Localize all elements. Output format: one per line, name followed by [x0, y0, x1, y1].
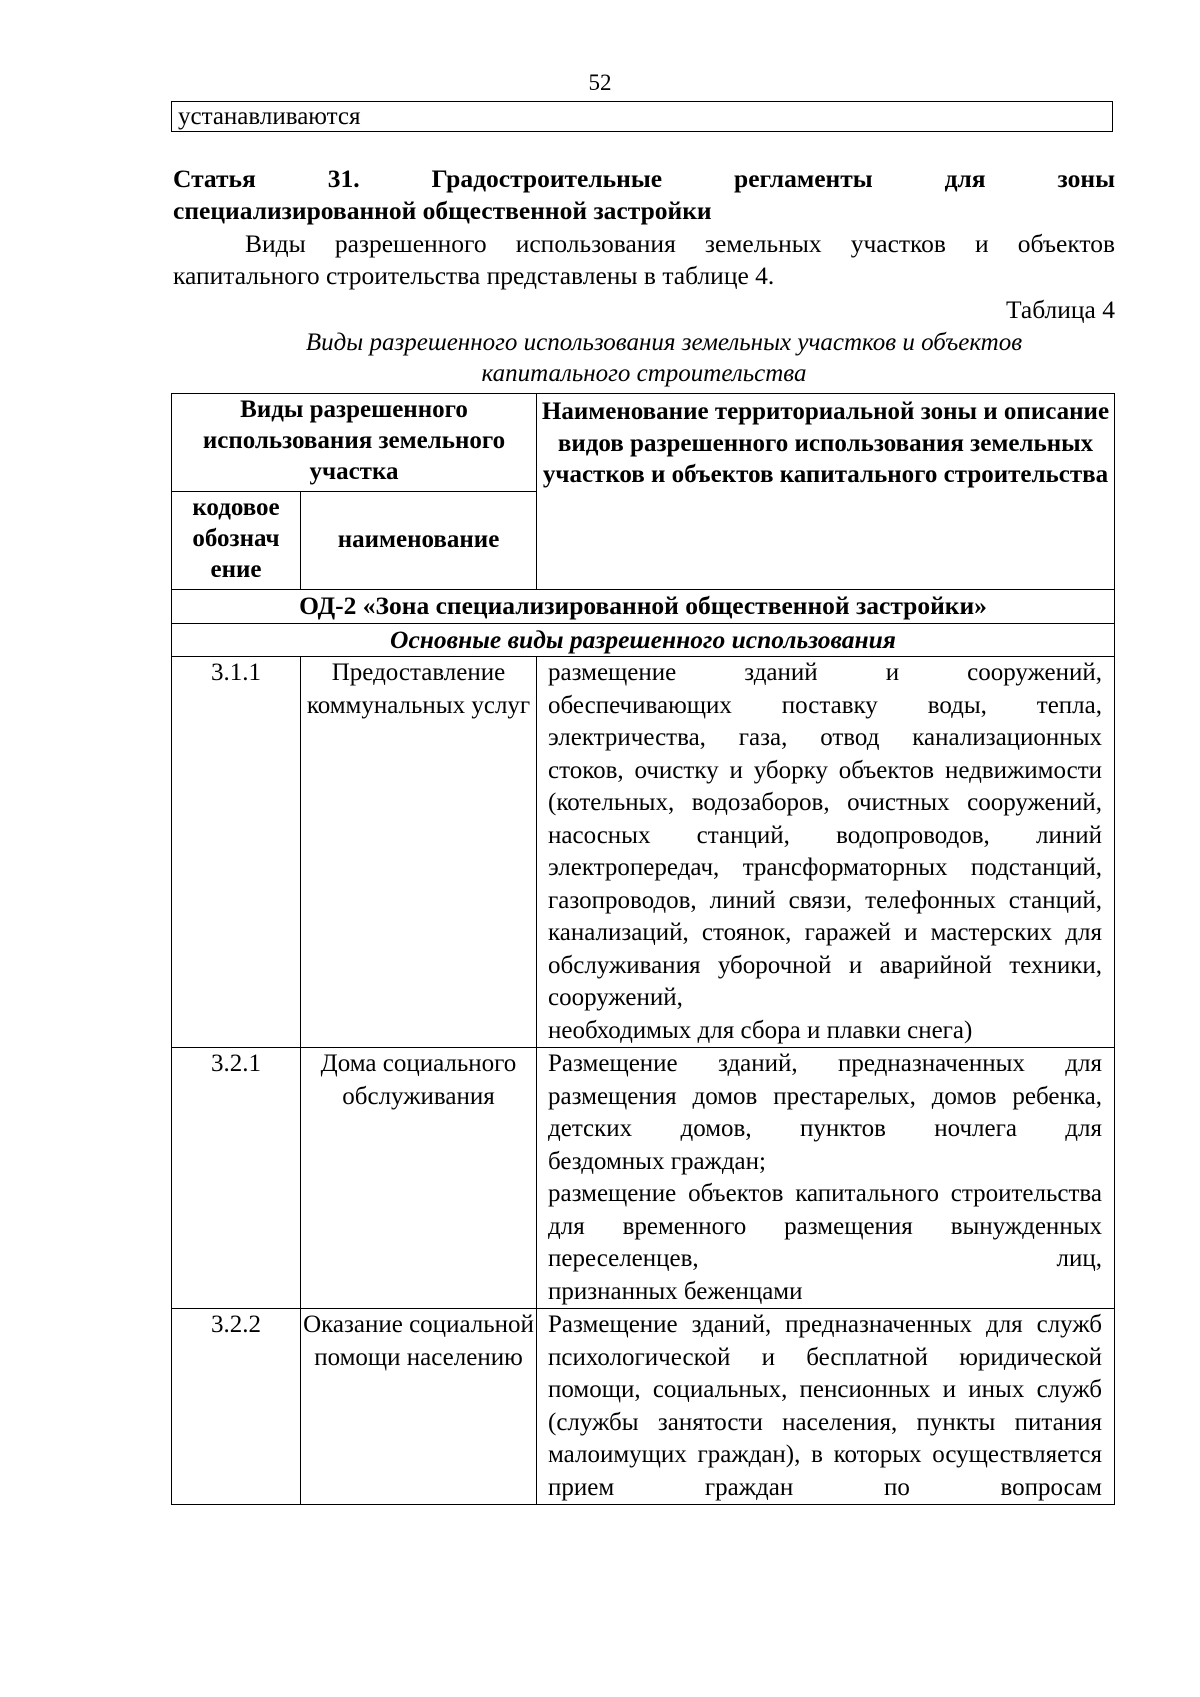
table-row: [172, 1309, 1115, 1505]
desc-text-last: признанных беженцами: [548, 1277, 803, 1305]
heading-word: для: [944, 164, 986, 193]
desc-text-last: необходимых для сбора и плавки снега): [548, 1016, 973, 1044]
desc-text: размещение объектов капитального строительства для временного размещения вынужденных переселенцев, лиц,: [548, 1180, 1102, 1272]
name-cell: Предоставление коммунальных услуг: [301, 657, 537, 1048]
article-heading-line2: специализированной общественной застройки: [173, 196, 712, 225]
desc-cell: [537, 657, 1115, 1048]
caption-line1: Виды разрешенного использования земельных участков и объектов: [305, 329, 1023, 356]
section-title-row: [172, 623, 1115, 657]
header-desc-text: Наименование территориальной зоны и описание видов разрешенного использования земельных участков и объектов капитального строительства: [541, 398, 1110, 488]
article-heading: [173, 163, 1115, 227]
heading-word: 31.: [327, 164, 360, 193]
code-cell: 3.2.1: [172, 1048, 301, 1309]
table-label: Таблица 4: [1005, 295, 1115, 324]
zone-title-row: [172, 590, 1115, 624]
code-cell: 3.1.1: [172, 657, 301, 1048]
table-row: [172, 1048, 1115, 1309]
desc-text: Размещение зданий, предназначенных для служб психологической и бесплатной юридической помощи, социальных, пенсионных и иных служб (службы занятости населения, пункты питания малоимущих граждан), в которых осуществляется прием граждан по вопросам: [548, 1311, 1102, 1501]
name-cell: Дома социального обслуживания: [301, 1048, 537, 1309]
intro-paragraph: Виды разрешенного использования земельных участков и объектов капитального строительства представлены в таблице 4.: [173, 229, 1115, 290]
header-name-text: наименование: [337, 526, 500, 554]
desc-cell: [537, 1309, 1115, 1505]
table-row: [172, 657, 1115, 1048]
page-number: 52: [588, 70, 612, 95]
header-desc-cell: [537, 394, 1115, 590]
header-code-text: кодовое обознач ение: [192, 494, 280, 583]
section-title: Основные виды разрешенного использования: [390, 624, 896, 654]
caption-line2: капитального строительства: [481, 360, 807, 387]
zone-title: ОД-2 «Зона специализированной общественной застройки»: [299, 591, 987, 620]
continuation-text: устанавливаются: [178, 103, 361, 130]
heading-word: регламенты: [734, 164, 873, 193]
header-name-cell: [301, 492, 537, 590]
desc-text: размещение зданий и сооружений, обеспечивающих поставку воды, тепла, электричества, газа, отвод канализационных стоков, очистку и уборку объектов недвижимости (котельных, водозаборов, очистных сооружений, насосных станций, водопроводов, линий электропередач, трансформаторных подстанций, газопроводов, линий связи, телефонных станций, канализаций, стоянок, гаражей и мастерских для обслуживания уборочной и аварийной техники, сооружений,: [548, 659, 1102, 1011]
heading-word: Статья: [173, 164, 256, 193]
desc-cell: [537, 1048, 1115, 1309]
table-continuation-cell: [171, 101, 1113, 132]
heading-word: зоны: [1057, 164, 1115, 193]
name-cell: Оказание социальной помощи населению: [301, 1309, 537, 1505]
desc-text: Размещение зданий, предназначенных для размещения домов престарелых, домов ребенка, детских домов, пунктов ночлега для: [548, 1050, 1102, 1142]
table-caption: [173, 327, 1115, 389]
desc-text-last: бездомных граждан;: [548, 1147, 766, 1175]
land-use-table: [171, 393, 1115, 1505]
code-cell: 3.2.2: [172, 1309, 301, 1505]
article-heading-line1: [173, 163, 1115, 195]
heading-word: Градостроительные: [431, 164, 663, 193]
header-group-text: Виды разрешенного использования земельного участка: [202, 396, 506, 485]
header-group-cell: [172, 394, 537, 492]
header-code-cell: [172, 492, 301, 590]
